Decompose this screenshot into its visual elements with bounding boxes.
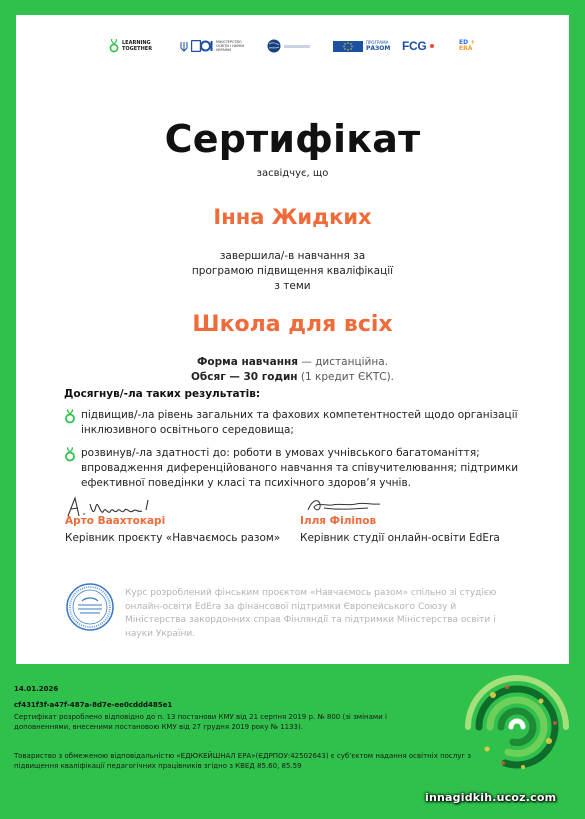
completion-line-3: з теми <box>274 280 311 292</box>
mon-emblem-icon <box>191 40 213 52</box>
trident-icon <box>180 41 188 52</box>
fcg-text: FCG <box>402 39 427 53</box>
completion-line-1: завершила/-в навчання за <box>219 250 366 262</box>
together-text: TOGETHER <box>122 46 153 52</box>
certificate-id: cf431f3f-a47f-487a-8d7e-ee0cddd485e1 <box>14 701 173 709</box>
sprout-bullet-icon <box>64 447 76 462</box>
edera-ed: ED <box>459 39 469 46</box>
fcg-logo <box>402 35 434 57</box>
result-item <box>64 408 544 438</box>
course-info-text: Курс розроблений фінським проєктом «Навчаємось разом» спільно зі студією онлайн-освіти EdEra за фінансової підтримки Європейського Союзу й Міністерства закордонних справ Фінляндії та підтримки Міністерства освіти і науки України. <box>125 588 497 639</box>
recipient-name: Інна Жидких <box>213 205 372 229</box>
certifies-text: засвідчує, що <box>256 168 329 179</box>
certificate-title: Сертифікат <box>164 117 421 161</box>
official-seal-icon <box>66 583 114 631</box>
learning-text: LEARNING <box>122 40 151 46</box>
edera-era-text <box>459 46 475 52</box>
signer-1-name: Арто Ваахтокарі <box>65 515 166 527</box>
legal-entity-note: Товариство з обмеженою відповідальністю «ЕДЮКЕЙШНАЛ ЕРА»(ЄДРПОУ:42502643) є суб’єктом надання освітніх послуг з підвищення кваліфікації педагогічних працівників згідно з КВЕД 85.60, 85.59 <box>14 752 472 770</box>
ministry-line-1: МІНІСТЕРСТВО <box>216 40 242 44</box>
course-volume <box>16 370 569 385</box>
signer-2-name: Ілля Філіпов <box>300 515 377 527</box>
eu-program-label: ПРОГРАМА <box>366 40 389 45</box>
volume-label: Обсяг — 30 годин <box>190 371 298 383</box>
form-value: — дистанційна. <box>298 356 388 368</box>
swirl-emblem-icon <box>463 671 571 783</box>
sprout-icon <box>109 39 119 53</box>
ministry-logo <box>180 35 244 57</box>
eu-program-logo <box>333 35 390 57</box>
legal-note: Сертифікат розроблено відповідно до п. 13 постанови КМУ від 21 серпня 2019 р. № 800 (зі змінами і доповненнями, внесеними постановою КМУ від 27 грудня 2019 року № 1133). <box>14 713 387 731</box>
eu-razom-label: РАЗОМ <box>366 45 391 52</box>
signer-1-role: Керівник проєкту «Навчаємось разом» <box>65 532 281 544</box>
course-title: Школа для всіх <box>192 312 393 337</box>
certificate-sheet <box>16 15 569 664</box>
learning-together-logo <box>109 35 152 57</box>
result-text: підвищив/-ла рівень загальних та фахових компетентностей щодо організації інклюзивного освітнього середовища; <box>81 409 518 436</box>
result-item <box>64 446 544 491</box>
ministry-line-3: УКРАЇНИ <box>216 48 231 52</box>
mfa-text-line <box>284 45 310 48</box>
volume-value: (1 кредит ЄКТС). <box>297 371 395 383</box>
edera-era: ERA <box>459 45 473 52</box>
watermark-text: innagidkih.ucoz.com <box>425 791 557 804</box>
edera-plus-icon: + <box>470 39 476 46</box>
results-heading: Досягнув/-ла таких результатів: <box>64 388 261 400</box>
completion-line-2: програмою підвищення кваліфікації <box>191 265 394 277</box>
course-meta <box>16 355 569 385</box>
form-of-study <box>16 355 569 370</box>
sprout-bullet-icon <box>64 409 76 424</box>
result-text: розвинув/-ла здатності до: роботи в умовах учнівського багатоманіття; впровадження диференційованого навчання та співучителювання; підтримки ефективної поведінки у класі та психічного здоров’я учнів. <box>81 447 519 489</box>
fcg-dot-icon <box>430 44 434 48</box>
partner-logos <box>16 35 569 57</box>
completion-text <box>16 249 569 294</box>
issue-date: 14.01.2026 <box>14 685 59 693</box>
edera-logo <box>459 35 475 57</box>
eu-flag-icon <box>333 41 363 52</box>
finland-mfa-logo <box>267 35 310 57</box>
globe-icon <box>267 39 281 53</box>
form-label: Форма навчання <box>197 356 298 368</box>
ministry-line-2: ОСВІТИ І НАУКИ <box>216 44 245 48</box>
signer-2-role: Керівник студії онлайн-освіти EdEra <box>300 532 500 544</box>
